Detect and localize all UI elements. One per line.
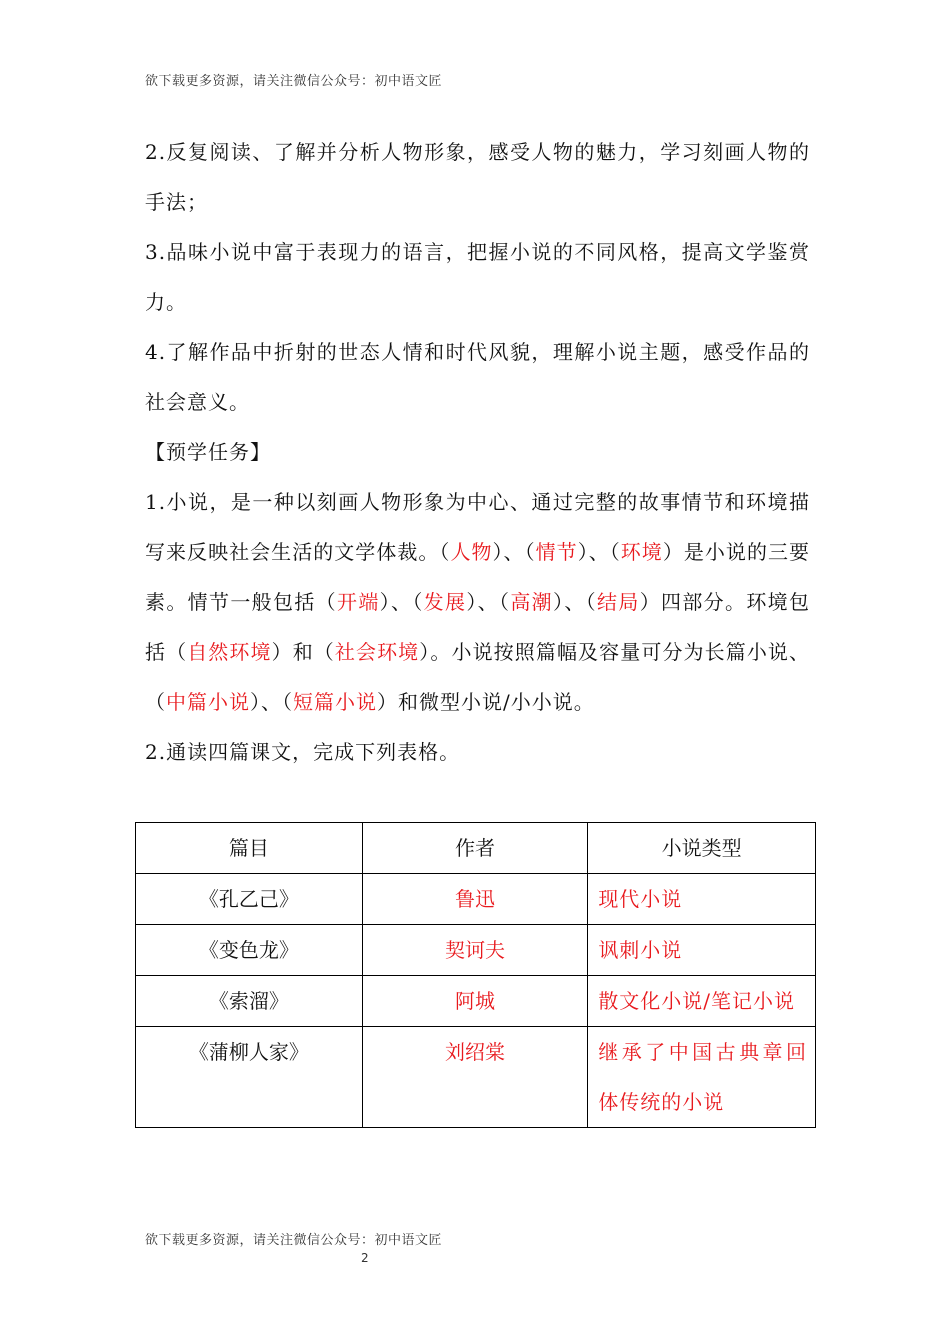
section-title: 【预学任务】 (145, 440, 271, 464)
goal-2: 2.反复阅读、了解并分析人物形象，感受人物的魅力，学习刻画人物的手法； (145, 140, 810, 214)
task1-text: ）和（ (271, 640, 335, 664)
task1-text: ）、（ (379, 590, 424, 614)
task1-text: ）和微型小说/小小说。 (377, 690, 595, 714)
answer-natural-env: 自然环境 (187, 640, 272, 664)
table-header-row (136, 823, 816, 874)
cell-type: 散文化小说/笔记小说 (588, 976, 816, 1027)
cell-author: 契诃夫 (362, 925, 588, 976)
cell-title: 《蒲柳人家》 (136, 1027, 363, 1128)
task1-text: ）是小说的三要素。情节一般包括（ (145, 540, 811, 614)
answer-social-env: 社会环境 (334, 640, 420, 664)
answer-characters: 人物 (450, 540, 493, 564)
header-type: 小说类型 (588, 823, 816, 874)
task1-text: ）、（ (492, 540, 536, 564)
answer-development: 发展 (423, 590, 467, 614)
task1-text: ）四部分。环境包括（ (145, 590, 811, 664)
table-row (136, 976, 816, 1027)
cell-type: 讽刺小说 (588, 925, 816, 976)
cell-type: 继承了中国古典章回体传统的小说 (588, 1027, 816, 1128)
goal-3: 3.品味小说中富于表现力的语言，把握小说的不同风格，提高文学鉴赏力。 (145, 240, 810, 314)
cell-author: 阿城 (362, 976, 588, 1027)
task1-text: ）。小说按照篇幅及容量可分为长篇小说、（ (145, 640, 811, 714)
task1-text: ）、（ (553, 590, 598, 614)
task1-text: ）、（ (466, 590, 511, 614)
task1-text: ）、（ (577, 540, 621, 564)
task1-text: ）、（ (250, 690, 293, 714)
answer-beginning: 开端 (337, 590, 380, 614)
answer-ending: 结局 (597, 590, 640, 614)
answer-plot: 情节 (535, 540, 578, 564)
works-table (135, 822, 816, 1128)
page-header: 欲下载更多资源，请关注微信公众号：初中语文匠 (145, 74, 443, 89)
task-1-paragraph (145, 477, 810, 727)
cell-author: 刘绍棠 (362, 1027, 588, 1128)
page-number: 2 (361, 1251, 369, 1265)
answer-novella: 中篇小说 (166, 690, 250, 714)
main-content (145, 127, 810, 777)
header-title: 篇目 (136, 823, 363, 874)
cell-title: 《索溜》 (136, 976, 363, 1027)
cell-author: 鲁迅 (362, 874, 588, 925)
page-footer: 欲下载更多资源，请关注微信公众号：初中语文匠 (145, 1233, 443, 1248)
table-row (136, 874, 816, 925)
table-row (136, 1027, 816, 1128)
task1-text: 1.小说，是一种以刻画人物形象为中心、通过完整的故事情节和环境描写来反映社会生活的文学体裁。（ (145, 490, 810, 564)
goal-4: 4.了解作品中折射的世态人情和时代风貌，理解小说主题，感受作品的社会意义。 (145, 340, 810, 414)
answer-environment: 环境 (620, 540, 663, 564)
cell-title: 《变色龙》 (136, 925, 363, 976)
cell-title: 《孔乙己》 (136, 874, 363, 925)
header-author: 作者 (362, 823, 588, 874)
answer-short-story: 短篇小说 (293, 690, 377, 714)
table-row (136, 925, 816, 976)
answer-climax: 高潮 (510, 590, 554, 614)
task-2-paragraph: 2.通读四篇课文，完成下列表格。 (145, 740, 461, 764)
cell-type: 现代小说 (588, 874, 816, 925)
